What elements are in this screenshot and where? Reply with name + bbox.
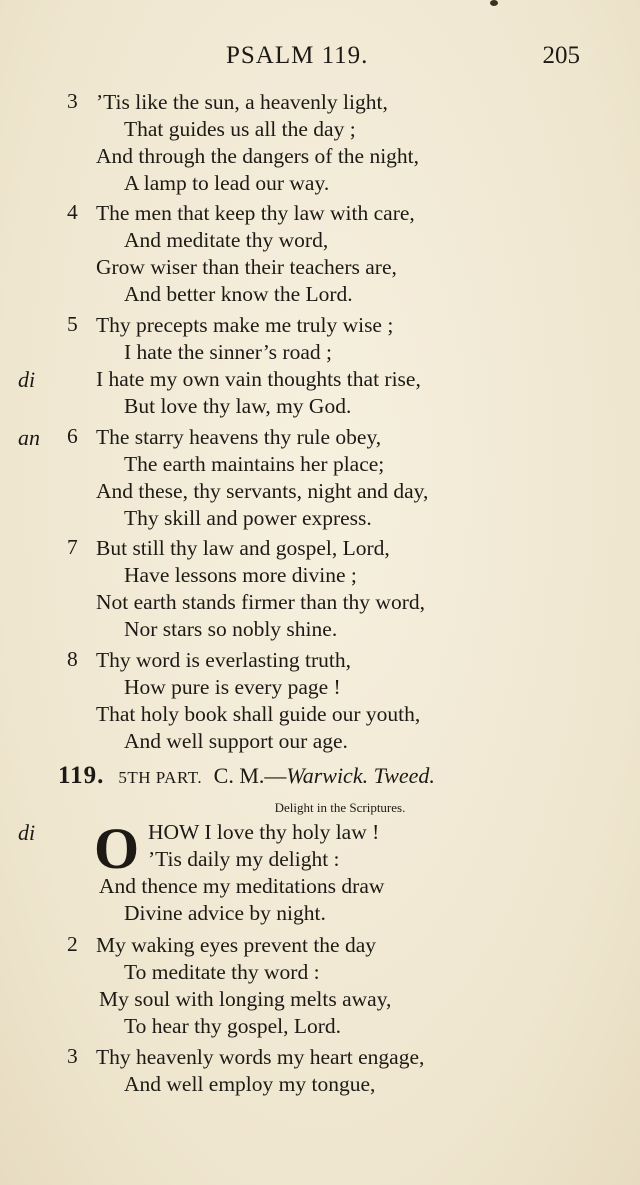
verse-line: How pure is every page ! — [124, 675, 341, 699]
verse-line: And these, thy servants, night and day, — [96, 479, 429, 503]
verse-line: But still thy law and gospel, Lord, — [96, 536, 390, 560]
verse-line: To meditate thy word : — [124, 960, 320, 984]
verse-line: Thy heavenly words my heart engage, — [96, 1045, 425, 1069]
page-header — [0, 42, 640, 78]
verse-line: The men that keep thy law with care, — [96, 201, 415, 225]
verse-line: Not earth stands firmer than thy word, — [96, 590, 425, 614]
margin-note: di — [18, 367, 36, 392]
verse-line: My waking eyes prevent the day — [96, 933, 377, 957]
page-number: 205 — [542, 42, 580, 69]
verse-line: And thence my meditations draw — [99, 874, 385, 898]
verse-line: To hear thy gospel, Lord. — [124, 1014, 342, 1038]
verse-line: ’Tis daily my delight : — [148, 847, 340, 871]
verse-line: And well support our age. — [124, 729, 348, 753]
verse-line: And meditate thy word, — [124, 228, 329, 252]
running-title: PSALM 119. — [226, 42, 369, 69]
stanza-number: 3 — [67, 1044, 78, 1068]
hymn-number: 119. — [58, 762, 105, 789]
drop-cap: O — [94, 816, 140, 881]
verse-line: But love thy law, my God. — [124, 394, 352, 418]
verse-line: I hate the sinner’s road ; — [124, 340, 332, 364]
verse-line: Nor stars so nobly shine. — [124, 617, 338, 641]
verse-line: The earth maintains her place; — [124, 452, 385, 476]
hymn-tunes: Warwick. Tweed. — [286, 763, 435, 788]
margin-note: an — [18, 425, 40, 450]
hymn-meter: C. M.— — [213, 763, 287, 788]
stanza-number: 8 — [67, 647, 78, 671]
verse-line: Grow wiser than their teachers are, — [96, 255, 397, 279]
verse-line: Thy precepts make me truly wise ; — [96, 313, 394, 337]
stanza-number: 6 — [67, 424, 78, 448]
verse-line: The starry heavens thy rule obey, — [96, 425, 382, 449]
verse-line: And better know the Lord. — [124, 282, 353, 306]
verse-line: That holy book shall guide our youth, — [96, 702, 421, 726]
verse-line: And through the dangers of the night, — [96, 144, 420, 168]
stanza-number: 3 — [67, 89, 78, 113]
verse-line: And well employ my tongue, — [124, 1072, 376, 1096]
stanza-number: 5 — [67, 312, 78, 336]
verse-line: I hate my own vain thoughts that rise, — [96, 367, 421, 391]
verse-line: Thy word is everlasting truth, — [96, 648, 351, 672]
verse-line: HOW I love thy holy law ! — [148, 820, 380, 844]
stanza-number: 7 — [67, 535, 78, 559]
hymn-part: 5TH PART. — [118, 768, 203, 787]
hymn-subtitle: Delight in the Scriptures. — [274, 800, 406, 815]
verse-line: Thy skill and power express. — [124, 506, 372, 530]
ink-mark — [490, 0, 498, 6]
margin-note: di — [18, 820, 36, 845]
stanza-number: 2 — [67, 932, 78, 956]
verse-line: Divine advice by night. — [124, 901, 326, 925]
stanza-number: 4 — [67, 200, 78, 224]
verse-line: That guides us all the day ; — [124, 117, 356, 141]
verse-line: Have lessons more divine ; — [124, 563, 357, 587]
verse-line: My soul with longing melts away, — [99, 987, 392, 1011]
verse-line: A lamp to lead our way. — [124, 171, 330, 195]
verse-line: ’Tis like the sun, a heavenly light, — [96, 90, 388, 114]
hymn-heading — [58, 762, 435, 790]
